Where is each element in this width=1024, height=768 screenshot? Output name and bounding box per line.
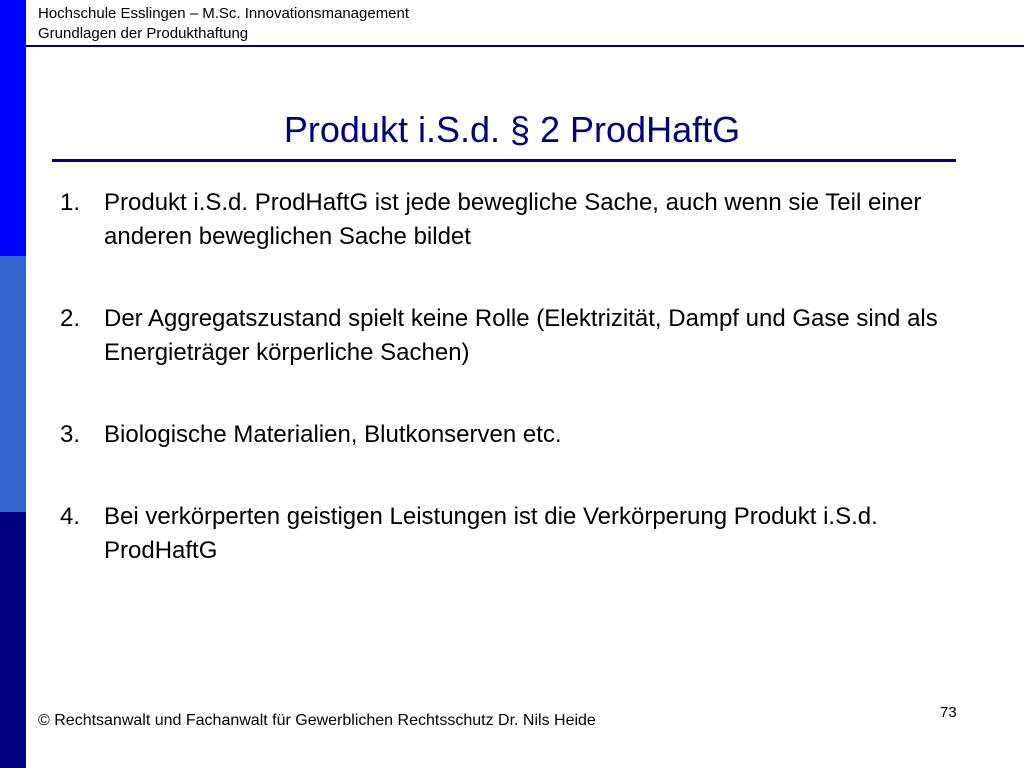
list-item-text: Produkt i.S.d. ProdHaftG ist jede bewegliche Sache, auch wenn sie Teil einer anderen beweglichen Sache bildet	[104, 189, 922, 250]
header-divider	[26, 45, 1024, 47]
list-item-text: Bei verkörperten geistigen Leistungen ist die Verkörperung Produkt i.S.d. ProdHaftG	[104, 503, 878, 564]
list-item-text: Biologische Materialien, Blutkonserven etc.	[104, 421, 562, 448]
list-item-number: 4.	[60, 503, 81, 530]
slide-title: Produkt i.S.d. § 2 ProdHaftG	[283, 109, 741, 150]
footer-copyright: © Rechtsanwalt und Fachanwalt für Gewerblichen Rechtsschutz Dr. Nils Heide	[38, 712, 596, 729]
header-institution: Hochschule Esslingen – M.Sc. Innovationsmanagement	[38, 5, 410, 22]
list-item-number: 1.	[60, 189, 81, 216]
slide-header	[38, 4, 409, 44]
side-bar-segment-top	[0, 0, 26, 256]
list-item	[60, 302, 980, 370]
list-item	[60, 418, 980, 452]
page-number: 73	[940, 704, 957, 721]
side-color-bar	[0, 0, 26, 768]
list-item-number: 3.	[60, 421, 81, 448]
numbered-list	[60, 186, 980, 616]
list-item-number: 2.	[60, 305, 81, 332]
list-item-text: Der Aggregatszustand spielt keine Rolle (Elektrizität, Dampf und Gase sind als Energieträger körperliche Sachen)	[104, 305, 938, 366]
title-underline	[52, 159, 956, 162]
side-bar-segment-middle	[0, 256, 26, 512]
list-item	[60, 500, 980, 568]
header-course: Grundlagen der Produkthaftung	[38, 25, 249, 42]
side-bar-segment-bottom	[0, 512, 26, 768]
list-item	[60, 186, 980, 254]
